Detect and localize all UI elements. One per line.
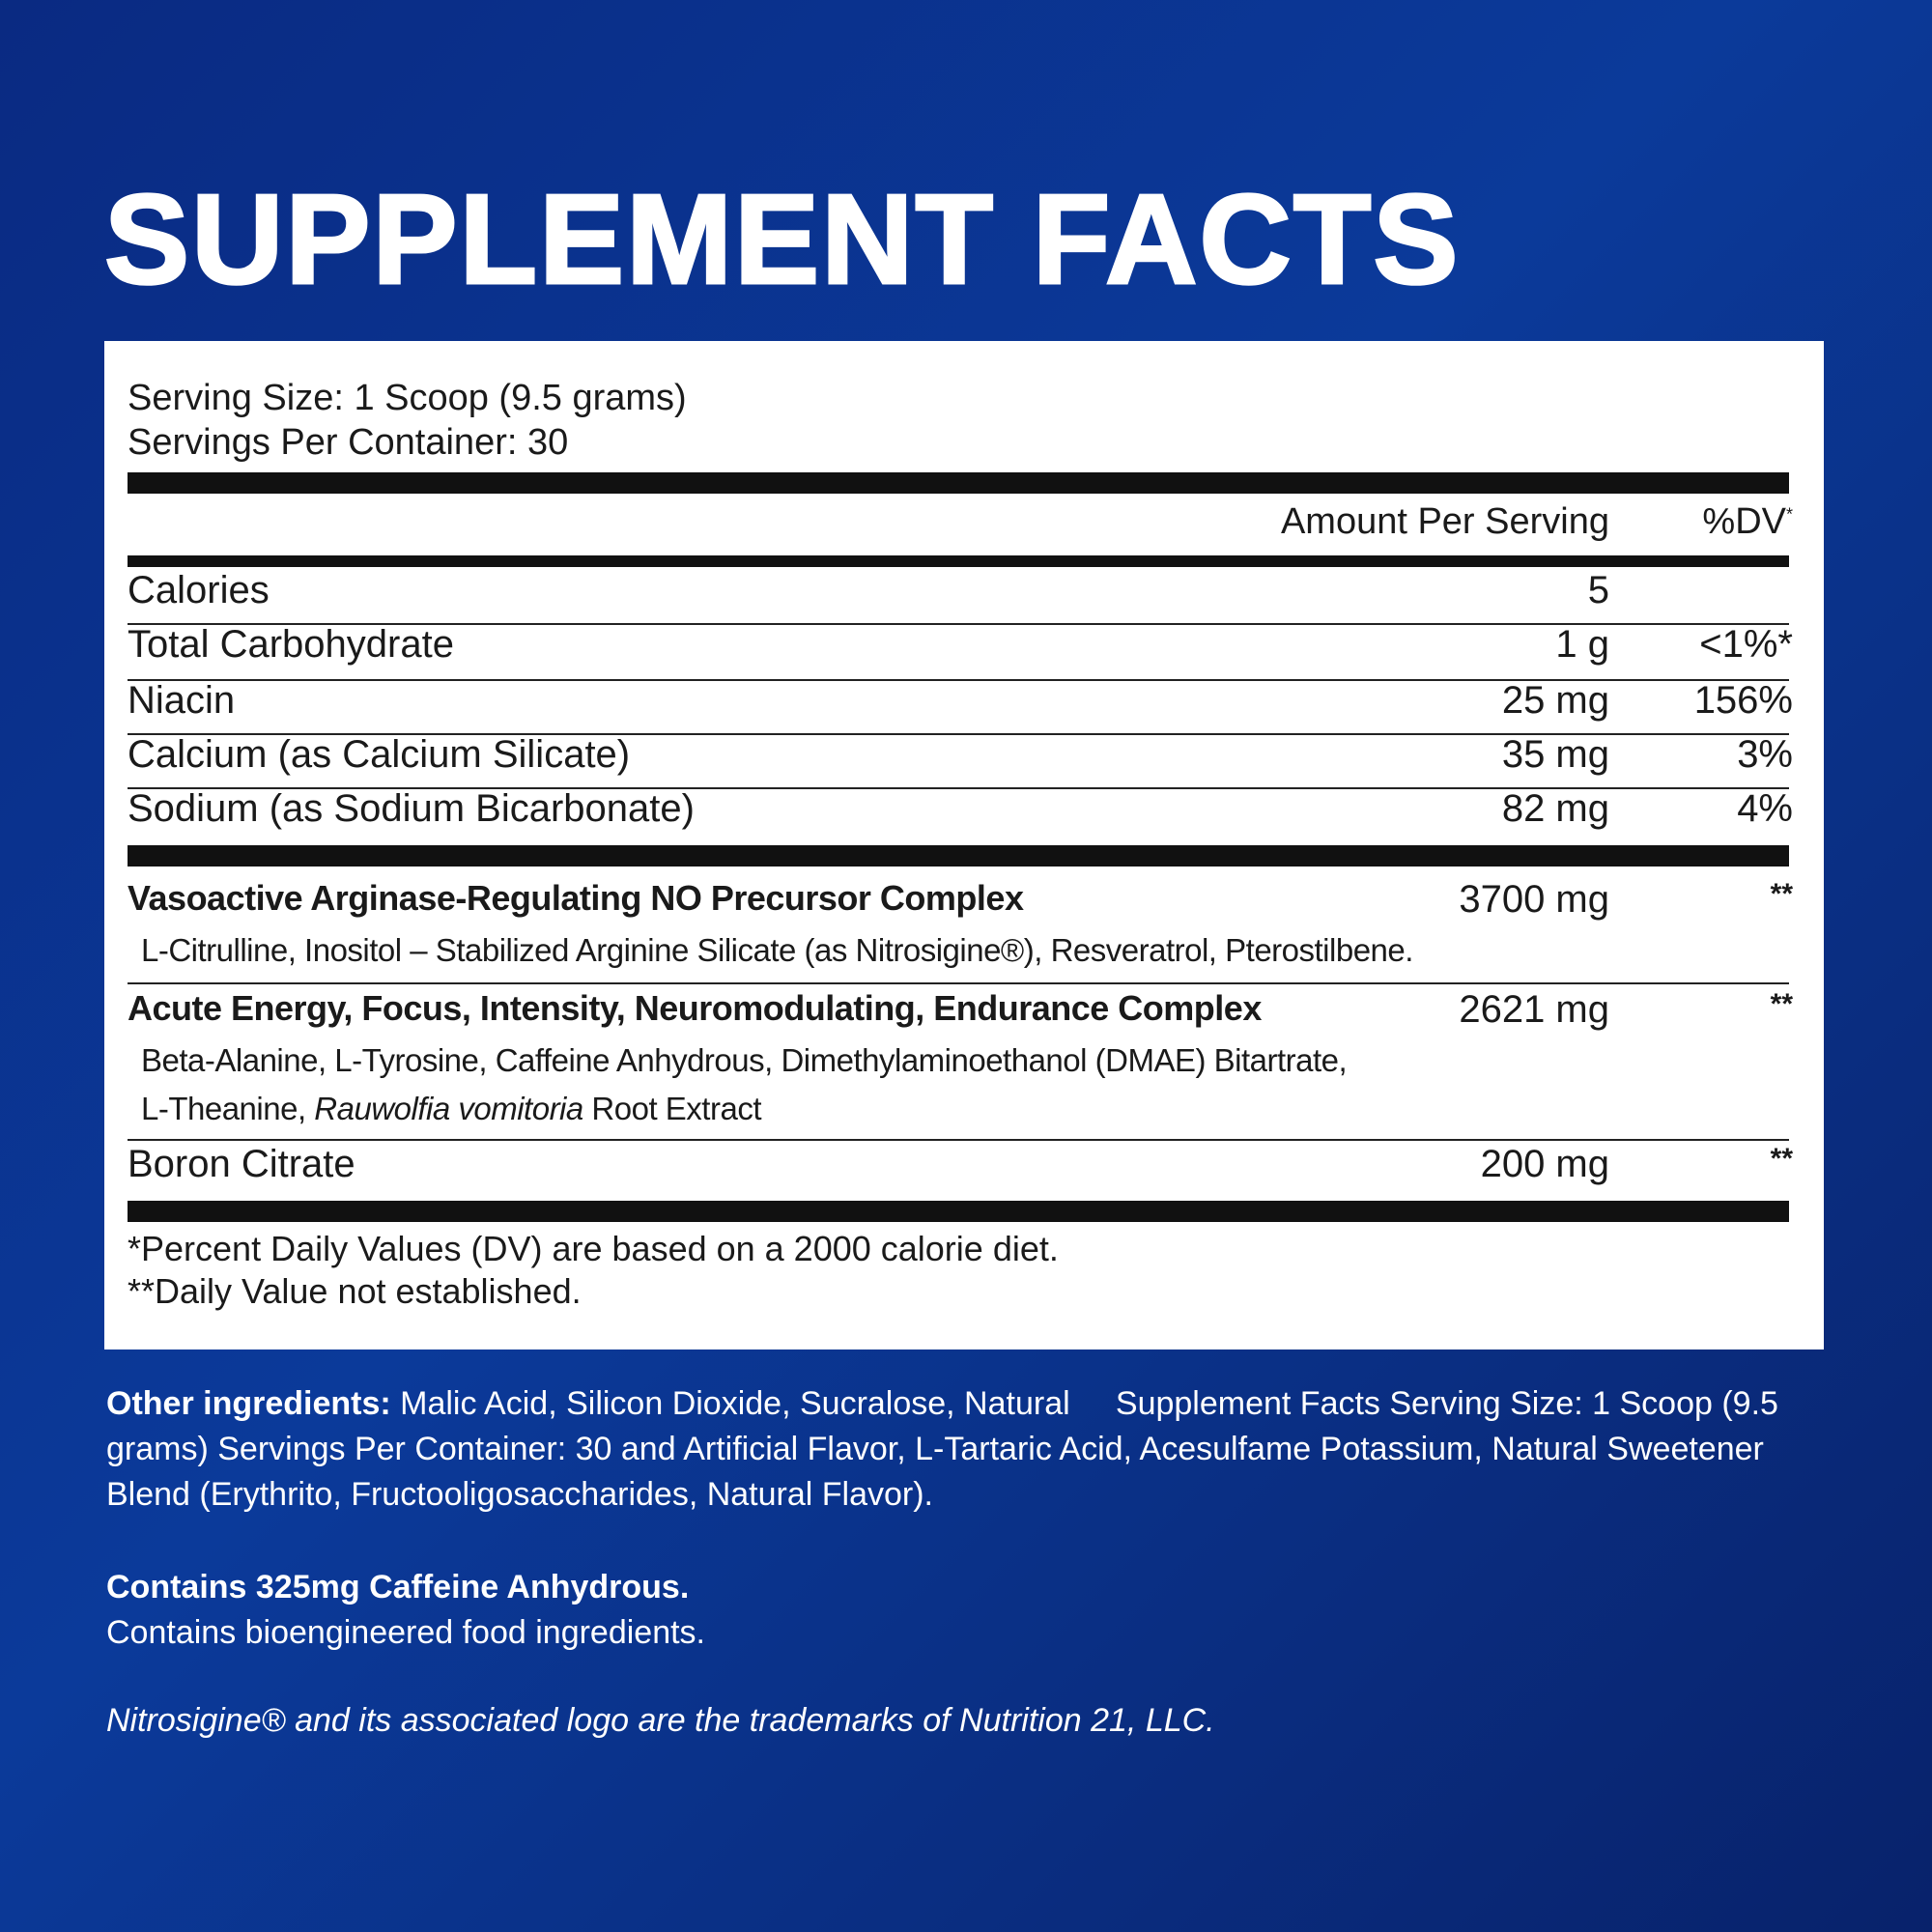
nutrient-amount: 82 mg bbox=[1501, 787, 1609, 830]
header-divider bbox=[128, 555, 1789, 567]
footnotes bbox=[128, 1228, 1059, 1313]
nutrient-amount: 35 mg bbox=[1501, 733, 1609, 776]
blend-name: Acute Energy, Focus, Intensity, Neuromodulating, Endurance Complex bbox=[128, 988, 1262, 1028]
nutrient-amount: 1 g bbox=[1555, 623, 1609, 666]
serving-size: Serving Size: 1 Scoop (9.5 grams) bbox=[128, 378, 687, 418]
blend-ingredients: L-Citrulline, Inositol – Stabilized Arginine Silicate (as Nitrosigine®), Resveratrol, Pterostilbene. bbox=[141, 932, 1413, 968]
nutrient-amount: 200 mg bbox=[1480, 1143, 1609, 1185]
nutrient-name: Calories bbox=[128, 569, 270, 611]
blend-dv: ** bbox=[1770, 988, 1793, 1020]
nutrient-name: Total Carbohydrate bbox=[128, 623, 454, 666]
blend-amount: 3700 mg bbox=[1459, 878, 1609, 921]
blend-dv: ** bbox=[1770, 878, 1793, 910]
thick-divider bbox=[128, 472, 1789, 494]
nutrient-name: Sodium (as Sodium Bicarbonate) bbox=[128, 787, 695, 830]
blend-name: Vasoactive Arginase-Regulating NO Precursor Complex bbox=[128, 878, 1024, 918]
blend-ingredients: L-Theanine, Rauwolfia vomitoria Root Extract bbox=[141, 1091, 761, 1126]
servings-per-container: Servings Per Container: 30 bbox=[128, 422, 569, 463]
caffeine-notice bbox=[106, 1565, 705, 1656]
other-ingredients bbox=[106, 1381, 1826, 1518]
amount-per-serving-header: Amount Per Serving bbox=[1280, 501, 1609, 542]
page-title: SUPPLEMENT FACTS bbox=[104, 168, 1461, 310]
footnote-not-established: **Daily Value not established. bbox=[128, 1271, 582, 1311]
trademark-notice: Nitrosigine® and its associated logo are the trademarks of Nutrition 21, LLC. bbox=[106, 1702, 1215, 1739]
nutrient-name: Niacin bbox=[128, 679, 236, 722]
blend-ingredients: Beta-Alanine, L-Tyrosine, Caffeine Anhydrous, Dimethylaminoethanol (DMAE) Bitartrate, bbox=[141, 1042, 1348, 1078]
supplement-facts-panel bbox=[104, 341, 1824, 1350]
nutrient-name: Boron Citrate bbox=[128, 1143, 355, 1185]
nutrient-dv: 156% bbox=[1693, 679, 1793, 722]
thick-divider bbox=[128, 845, 1789, 867]
nutrient-amount: 25 mg bbox=[1501, 679, 1609, 722]
nutrient-dv: 3% bbox=[1737, 733, 1793, 776]
dv-header: %DV* bbox=[1702, 501, 1793, 542]
bioengineered-notice: Contains bioengineered food ingredients. bbox=[106, 1614, 706, 1651]
nutrient-dv: ** bbox=[1770, 1143, 1793, 1175]
serving-info bbox=[128, 376, 687, 465]
other-ingredients-label: Other ingredients: bbox=[106, 1385, 391, 1422]
nutrient-dv: 4% bbox=[1737, 787, 1793, 830]
thick-divider bbox=[128, 1201, 1789, 1222]
nutrient-dv: <1%* bbox=[1699, 623, 1793, 666]
caffeine-content: Contains 325mg Caffeine Anhydrous. bbox=[106, 1569, 690, 1605]
nutrient-amount: 5 bbox=[1587, 569, 1609, 611]
footnote-dv: *Percent Daily Values (DV) are based on a 2000 calorie diet. bbox=[128, 1229, 1059, 1268]
row-divider bbox=[128, 1139, 1789, 1141]
nutrient-name: Calcium (as Calcium Silicate) bbox=[128, 733, 631, 776]
blend-amount: 2621 mg bbox=[1459, 988, 1609, 1031]
other-ingredients-text: Malic Acid, Silicon Dioxide, Sucralose, Natural Supplement Facts Serving Size: 1 Scoop (9.5 grams) Servings Per Container: 30 and Artificial Flavor, L-Tartaric Acid, Acesulfame Potassium, Natural Sweetener Blend (Erythrito, Fructooligosaccharides, Natural Flavor). bbox=[106, 1385, 1788, 1513]
row-divider bbox=[128, 982, 1789, 984]
